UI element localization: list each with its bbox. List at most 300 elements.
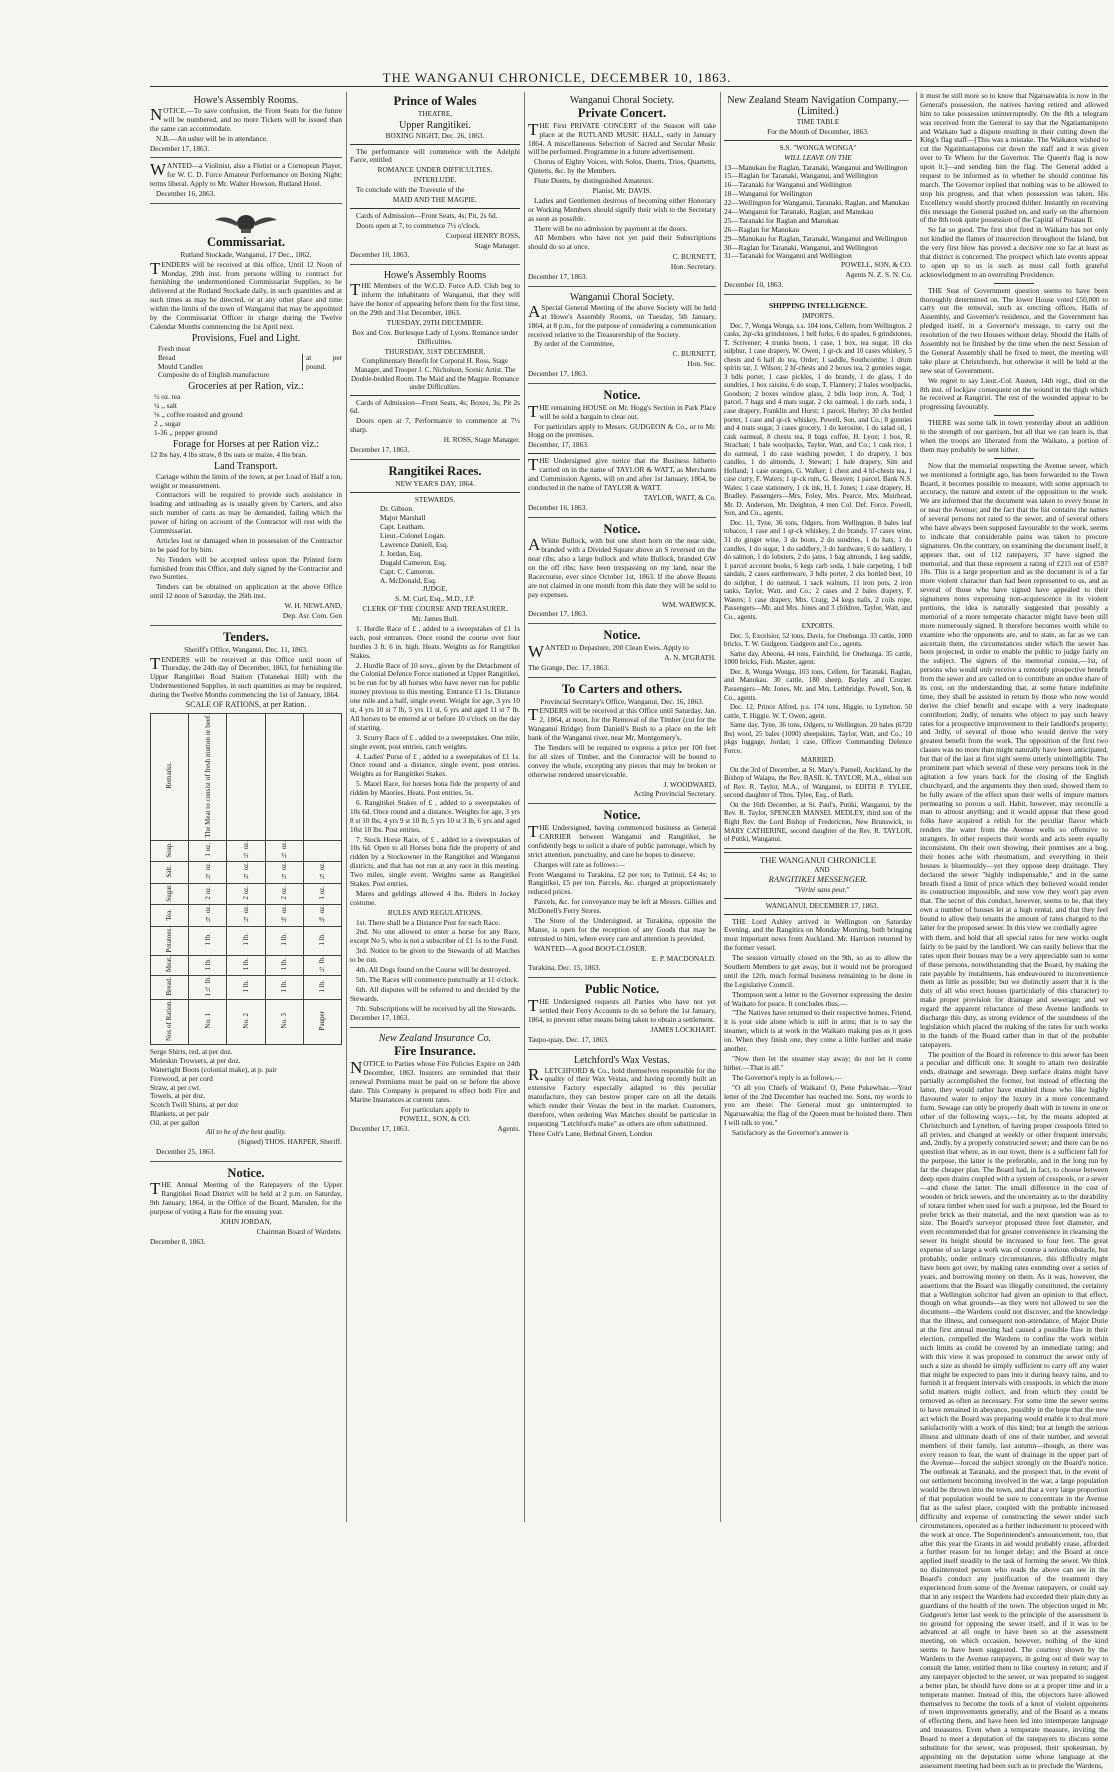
list-item: Bread: [158, 352, 176, 362]
ad-text: Doors open at 7, Performance to commence at 7½ sharp.: [350, 416, 520, 435]
ad-text: Pianist, Mr. DAVIS.: [592, 185, 652, 195]
ad-text: THE remaining HOUSE on Mr. Hogg's Section in Park Place will be sold a bargain to clear out.: [528, 401, 716, 421]
ad-text: All Members who have not yet paid their Subscriptions should do so at once.: [528, 233, 716, 252]
news-paragraph: Satisfactory as the Governor's answer is: [732, 1128, 849, 1138]
list-item: Lawrence Daniell, Esq.: [380, 540, 449, 550]
ad-title: Private Concert.: [577, 106, 667, 120]
ad-signature: WM. WARWICK.: [662, 599, 716, 609]
ad-text: THURSDAY, 31ST DECEMBER.: [384, 346, 486, 356]
ad-text: R.LETCHFORD & Co., hold themselves responsible for the quality of their Wax Vestas, and having recently built an extensive Factory especially adapted to this peculiar manufacture, they can bestow proper care on all the details which render their Vestas the best in the market. Customers, therefore, when ordering Wax Matches should be particular in requesting "Letchford's make" as others are often substituted.: [528, 1064, 716, 1128]
list-item: ¼ ,, salt: [154, 401, 177, 411]
section-title: CLERK OF THE COURSE AND TREASURER.: [362, 604, 508, 614]
ad-text: For particulars apply to Messrs. GUDGEON & Co., or to Mr. Hogg on the premises.: [528, 421, 716, 440]
news-paragraph: The session virtually closed on the 9th, so as to allow the Southern Members to get away, but it would not be prorogued until the 12th, much formal business remaining to be done in the Legislative Council.: [724, 953, 912, 989]
rations-cell: ½ lb.: [303, 955, 341, 975]
editorial: [724, 852, 912, 1138]
list-item: Capt. Leatham.: [380, 522, 425, 532]
ad-text: BOXING NIGHT, Dec. 26, 1863.: [385, 130, 485, 140]
rations-header: Potatoes.: [151, 926, 189, 955]
ad-text: THE Undersigned, having commenced business as General CARRIER between Wanganui and Rangitikei, he confidently begs to solicit a share of public patronage, which by strict attention, punctuality, and care he hopes to deserve.: [528, 822, 716, 859]
ad-text: Box and Cox. Burlesque Lady of Lyons. Romance under Difficulties.: [352, 327, 518, 346]
race-rule: 2nd. No one allowed to enter a horse for any Race, except No 5, who is not a subscriber of £1 1s to the Fund.: [350, 927, 520, 946]
ad-text: ROMANCE UNDER DIFFICULTIES.: [377, 165, 493, 175]
ad-title: Notice.: [603, 521, 641, 536]
section-title: MARRIED.: [800, 756, 836, 765]
ad-signature: Chairman Board of Wardens.: [256, 1226, 342, 1236]
ad-footer: [350, 1125, 520, 1134]
ad-date: Turakina, Dec. 15, 1863.: [528, 963, 601, 973]
ad-text: The Tenders will be required to express a price per 100 feet for all sizes of Timber, and the Contractor will be bound to convey the whole, excepting any pieces that may be broken or otherwise rendered unserviceable.: [528, 742, 716, 779]
rations-cell: ¼ oz.: [227, 862, 265, 884]
list-item: 13—Manukau for Raglan, Taranaki, Wanganui and Wellington: [724, 162, 908, 172]
rations-cell: 1 lb.: [303, 976, 341, 1000]
ad-text: THE Undersigned give notice that the Business hitherto carried on in the name of TAYLOR & WATT, as Merchants and Commission Agents, will on and after 1st January, 1864, be conducted in the name of TAYLOR & WATT.: [528, 455, 716, 492]
groceries-list: [150, 393, 342, 437]
race-event: 4. Ladies' Purse of £ , added to a sweepstakes of £1 1s. Once round and a distance, single event, post entries. Weights as for Rangitikei Stakes.: [350, 751, 520, 779]
ad-date: The Grange, Dec. 17, 1863.: [528, 662, 610, 672]
ad-text: WANTED—A good BOOT-CLOSER.: [534, 943, 647, 953]
ad-title: Notice.: [603, 808, 641, 823]
rations-cell: The Meat to consist of fresh mutton or beef.: [189, 713, 227, 840]
ad-subtitle: NEW YEAR'S DAY, 1864.: [395, 478, 475, 488]
ad-text: Parcels, &c. for conveyance may be left at Messrs. Gillies and McDonell's Ferry Stores.: [528, 897, 716, 916]
ad-signature: TAYLOR, WATT, & Co.: [643, 492, 716, 502]
rations-header: Salt.: [151, 862, 189, 884]
rations-cell: 1 lb.: [227, 926, 265, 955]
news-paragraph: with them, and hold that all special rates for new works ought fairly to be paid by the landlord. We can easily believe that the rates upon their houses may be a very appreciable sum to some of these persons, notwithstanding that the Board, by making the rate payable by instalments, has endeavoured to inconvenience them as little as possible; but we distinctly assert that it is the duty of all who erect houses (particularly of this character) to make proper provision for drainage and sewerage; and we regard the apparent reluctance of these Avenue landlords to discharge this duty, as strong evidence of the soundness of the legislation which placed the making of the rates for such works in the hands of the Board rather than in that of the probable ratepayers.: [920, 932, 1108, 1049]
list-item: Major Marshall: [380, 513, 426, 523]
ad-text: THE Undersigned requests all Parties who have not yet settled their Ferry Accounts to do so before the 1st January, 1864, to prevent other means being taken to obtain a settlement.: [528, 996, 716, 1024]
ad-title: Wanganui Choral Society.: [569, 291, 675, 303]
ad-text: For particulars apply to: [400, 1104, 470, 1114]
race-event: Mares and geldings allowed 4 lbs. Riders in Jockey costume.: [350, 888, 520, 907]
rations-cell: 2 oz.: [227, 884, 265, 905]
supplies-list: [150, 1048, 342, 1128]
section-title: Forage for Horses at per Ration viz.:: [172, 438, 320, 450]
ad-notice-bullock: [528, 520, 716, 625]
ad-text: Charges will rate as follows:—: [534, 859, 625, 869]
list-item: Lieut.-Colonel Logan.: [380, 531, 446, 541]
rations-cell: No. 2: [227, 1000, 265, 1045]
rations-cell: 1 lb.: [227, 976, 265, 1000]
rations-header: Meat.: [151, 955, 189, 975]
news-paragraph: The position of the Board in reference to this sewer has been a peculiar and difficult one. It sought to attain two desirable ends, drainage and sewerage. Deep surface drains might have partially accomplished the former, but instead of effecting the latter, they would rather have enabled those who like highly flavoured water to enjoy the luxury in a more concentrated form. Sewage can only be properly dealt with in towns in one or other of the following ways,—1st, by the means adopted at Christchurch and Lyttelton, of having proper cesspools fitted to all privies, and changed at weekly or other frequent intervals; and, 2ndly, by a properly constructed sewer; and there can be no question that where, as in our town, there is a sufficient fall for the purpose, the latter is the preferable, and in the long run by far the cheaper plan. The Board had, in fact, to choose between deep open drains coupled with a system of cesspools, or a sewer—and chose the latter. The small difference in the cost of wooden or brick sewers, and the uncertainty as to the durability of totara timber when used for such a purpose, led the Board to prefer brick as their material, and the next question was as to size. The Board's surveyor proposed three feet diameter, and even recommended that for greater convenience in cleansing the sewer its height should be increased to four feet. The great expense of so large a work was of course a serious obstacle, but probably, under ordinary circumstances, this difficulty might have been got over, by making rates extending over a series of years, and borrowing money on them. As it was, however, the assertions that the Board was illegally constituted, the certainty that a Wellington solicitor had given an opinion to that effect, though on what grounds—as they were not allowed to see the document—the Wardens could not discover, and the knowledge that the illness, and consequent non-attendance, of Major Durie at the first annual meeting had caused a possible flaw in their election, compelled the Wardens to confine the work within such limits as could be covered by an immediate rating; and with this view it was proposed to construct the sewer only of such a size as should be simply sufficient to carry off any water that might be expected to pass into it during heavy rains, and to furnish it at frequent intervals with cesspools, in which the more solid matters might collect, and from which they could be removed as often as necessary. For some time the sewer seems to have remained in abeyance, possibly in the hope that the new act which the Board was preparing would enable it to deal more satisfactorily with a work of this kind; but at length the serious illness and ultimate death of one of their number, and several members of their family, last autumn—though, as there was every reason to fear, the want of drainage in the upper part of the Avenue—forced the subject strongly on the Board's notice. The outbreak at Taranaki, and the prospect that, in the event of our settlement becoming involved in the war, a large population would be thrown into the town, and that a very large proportion of that population would be sure to concentrate in the Avenue flat as the safest place, coupled with the probable increased difficulty and expense of constructing the sewer under such circumstances, operated as a further inducement to proceed with the work at once. The Superintendent's announcement, too, that after this year the Grants in aid would probably cease, afforded a further reason for no longer delay; and the Board at once applied itself steadily to the task of forming the sewer. We think no disinterested person who reads the above can see in the Board's conduct any justification of the treatment they experienced from some of the Avenue ratepayers, or could say that in any respect the Wardens had exceeded their plain duty as guardians of the health of the town. The objection urged in Mr. Gudgeon's letter last week to the principle of the assessment is no ground for opposing the sewer itself, and if it was to be advanced at all ought to have been so at the assessment meeting, on which occasion, however, nothing of the kind seems to have been suggested. The courtesy shown by the Wardens to the Avenue ratepayers, in going out of their way to consult the latter, entitled them to like courtesy in return; and if any ratepayer objected to the sewer, or was prepared to suggest a better plan, he should have done so at a proper time and in a temperate manner. Instead of this, the objectors have allowed themselves to become the tools of a knot of violent opponents of town improvements generally, and of the Board as a means of effecting them, and have been led into intemperate language and measures. Even when a temperate measure, inviting the Board to meet a deputation of the ratepayers to discuss some substitute for the sewer, was proposed, their spokesman, by appointing on the deputation some whose language at the assessment meeting had been such as to preclude the Wardens,: [920, 1049, 1109, 1770]
ad-title: Commissariat.: [206, 235, 286, 250]
ad-text: Dec. 8, Wonga Wonga, 103 tons, Cellem, for Taranaki, Raglan, and Manukau. 30 cattle, 180 sheep, Bayley and Crozier. Passengers—Mr. Jones, Mr. and Mrs. Lethbridge. Powell, Son, & Co., agents.: [724, 667, 912, 702]
ad-text: S.S. "WONGA WONGA": [779, 142, 857, 152]
list-item: 26—Raglan for Manukau: [724, 224, 799, 234]
news-paragraph: Now that the memorial respecting the Avenue sewer, which we mentioned a fortnight ago, has been forwarded to the Town Board, it becomes possible to measure, with some approach to accuracy, the nature and extent of the opposition to the work. We are informed that the document was taken to every house in or near the Avenue; and the fact that the list contains the names of several persons not rated to the sewer, and of several others who have always been supposed favourable to the work, seems to indicate that considerable pains was taken to procure signatures. On the contrary, on examining the document itself, it appears that, out of 112 ratepayers, 37 have signed the memorial, and that these represent a rating of £215 out of £597 10s. This is a large proportion and as the document is of a far more violent character than had been represented to us, and as several of those who have signed have appealed to their signatures notes expressing non-acquiescence in its violent portions, the idea is naturally suggested that possibly a memorial of a more temperate character might have been still more numerously signed. It therefore becomes worth while to examine who the opponents are, and to state, as far as we can ascertain them, the circumstances under which the sewer has been projected, in order to enable the public to judge fairly on the subject. The signers of the memorial consist,—1st, of persons who would only receive a remotely prospective benefit from the sewer and are called on to contribute an undue share of its cost, on the understanding that, at some future indefinite time, they shall be assisted in return by those who now would derive the chief benefit and escape with a very inadequate contribution; 2ndly, of tenants who object to pay such heavy rates for a prospective improvement to their landlord's property; and 3rdly, of several of those who would derive the very greatest benefit from the work. The opposition of the first two classes was no more than might naturally have been anticipated, but that of the last at first sight seems utterly unintelligible. The prominent part which several of these very persons took in the agitation a few years back for the closing of the English churchyard, and the arguments they then used, showed them to be fully aware of the effect upon their wells of impure matters permeating so porous a soil. Habit, however, may reconcile a man to almost anything; and it would appear that these good folks have acquired a relish for the peculiar flavor which renders the water from the Avenue wells so offensive to strangers. In other respects their words and acts seem equally inconsistent. On their own showing, their premises are a bog, their bones ache with rheumatism, and everything in their houses is bluemouldy—yet they oppose deep drainage. They declared the sewer "highly indispensable," and in the same breath fixed a limit of price which they believed would render its construction impossible, and now vow they won't pay even that. The secret of this conduct, however, seems to be, that they own a number of houses let at a high rental, and that they feel bound to allow their tenants the amount of rates charged to the latter for the proposed sewer. In this view we cordially agree: [920, 460, 1108, 933]
rations-cell: ¼ oz.: [303, 862, 341, 884]
ad-text: The Store of the Undersigned, at Turakina, opposite the Manse, is open for the reception of any Goods that may be entrusted to him, where every care and attention is provided.: [528, 915, 716, 943]
ad-title: Letchford's Wax Vestas.: [574, 1054, 670, 1066]
list-item: Serge Shirts, red, at per doz.: [150, 1047, 233, 1057]
rations-cell: 1 lb.: [265, 926, 303, 955]
paper-motto: "Vérité sans peur.": [794, 884, 850, 894]
ad-text: Articles lost or damaged when in possession of the Contractor to be paid for by him.: [150, 535, 342, 554]
ad-date: December 8, 1863.: [150, 1236, 206, 1246]
ad-text: On the 16th December, at St. Paul's, Putiki, Wanganui, by the Rev. R. Taylor, SPENCER MANSEL MEDLEY, third son of the Right Rev. the Lord Bishop of Fredericton, New Brunswick, to MARY CATHERINE, second daughter of the Rev. R. TAYLOR, of Putiki, Wanganui.: [724, 800, 912, 844]
ad-rangitikei-races: [350, 462, 520, 1028]
ad-title: Prince of Wales: [393, 94, 477, 108]
news-paragraph: THERE was some talk in town yesterday about an addition to the strength of our garrison, but all that we can learn is, that when the troops are liberated from the Waikato, a portion of them may probably be sent hither.: [920, 418, 1108, 454]
column-2: [350, 92, 520, 1139]
race-rule: 5th. The Races will commence punctually at 11 o'clock.: [356, 974, 520, 984]
ad-text: Ladies and Gentlemen desirous of becoming either Honorary or Working Members should signify their wish to the Secretary as soon as possible.: [528, 195, 716, 223]
ad-subtitle: THEATRE,: [417, 108, 453, 118]
ad-title: Notice.: [603, 388, 641, 403]
ad-text: AWhite Bullock, with but one short horn on the near side, branded with a Divided Square above an S reversed on the near ribs; also a large bullock and white Bullock, branded GW on the off ribs; have been trespassing on my land, near the Racecourse, ever since October 1st, 1863. If the above Beasts are not claimed in one month from this date they will be sold to pay expenses.: [528, 535, 716, 599]
ad-notice-carrier: [528, 806, 716, 978]
paper-title: AND: [814, 865, 830, 874]
rations-cell: 1 lb.: [265, 955, 303, 975]
ad-private-concert: [528, 92, 716, 287]
rations-cell: 1 lb.: [265, 976, 303, 1000]
ad-signature: Hon. Sec.: [687, 359, 716, 369]
ad-text: Flute Duetts, by distinguished Amateurs.: [534, 176, 654, 186]
ad-date: December, 17, 1863.: [528, 440, 589, 450]
ad-text: INTERLUDE.: [413, 175, 457, 185]
news-paragraph: "The Natives have returned to their respective homes, Friend, it is your side alone which is still in arms; that is to say the steamer, which is at work in the Waikato making pas as it goes on. When they finish one, they come a little further and make another.: [724, 1008, 912, 1054]
ad-text: By order of the Committee,: [534, 339, 615, 349]
ad-signature: C. BURNETT,: [672, 252, 716, 262]
list-item: 30—Raglan for Taranaki, Wanganui, and Wellington: [724, 242, 878, 252]
ad-text: Complimentary Benefit for Corporal H. Ross, Stage Manager, and Trooper J. C. Nicholson, Scenic Artist. The Double-bedded Room. The Maid and the Magpie. Romance under Difficulties.: [350, 357, 520, 392]
ad-date: December 17, 1863.: [350, 1013, 410, 1023]
ad-text: ASpecial General Meeting of the above Society will be held at Howe's Assembly Rooms, on Tuesday, 5th January, 1864, at 8 p.m., for the purpose of considering a communication received relative to the Treasurership of the Society.: [528, 301, 716, 339]
ad-text: Tenders can be obtained on application at the above Office until 12 noon of Saturday, the 26th inst.: [150, 582, 342, 601]
section-title: EXPORTS.: [801, 622, 835, 631]
list-item: A. McDonald, Esq.: [380, 575, 437, 585]
list-item: ⅛ ,, coffee roasted and ground: [154, 410, 243, 420]
section-title: Groceries at per Ration, viz.:: [188, 381, 304, 393]
list-item: 29—Manukau for Raglan, Taranaki, Wanganui and Wellington: [724, 233, 908, 243]
list-item: Composite do of English manufacture: [158, 370, 270, 380]
ad-carters: [528, 680, 716, 805]
section-title: Land Transport.: [214, 460, 278, 472]
ad-text: To conclude with the Travestie of the: [356, 185, 465, 195]
list-item: 31—Taranaki for Wanganui and Wellington: [724, 251, 852, 261]
race-rule: 1st. There shall be a Distance Post for each Race.: [356, 917, 500, 927]
column-5: [920, 92, 1108, 1772]
royal-arms-icon: [211, 212, 281, 234]
rations-cell: 2 oz.: [265, 884, 303, 905]
ad-text: THE Annual Meeting of the Ratepayers of the Upper Rangitikei Road District will be held at 2 p.m. on Saturday, 9th January, 1864, in the Office of the Board, Marsden, for the purpose of voting a Rate for the ensuing year.: [150, 1179, 342, 1217]
ad-subtitle: For the Month of December, 1863.: [767, 126, 869, 136]
ad-text: Dec. 11, Tyne, 36 tons, Odgers, from Wellington. 8 bales leaf tobacco, 1 case and 1 qr-ck whiskey, 2 do brandy, 17 cases wine, 31 do ginger wine, 3 do boots, 2 do sundries, 1 do hats, 1 do candles, 1 do sugar, 1 do saddlery, 3 do hardware, 6 do saddlery, 1 do salmon, 1 do lobsters, 2 do jams, 1 bag almonds, 1 keg saddle, 1 parcel account books, 6 kegs carb soda, 1 bale carpeting, 1 bdl sandals, 2 cases earthenware, 3 bdls porter, 2 cks bottled beer, 10 do sulphur, 1 do oatmeal, 1 sack walnuts, 11 iron pots, 2 iron tanks, Taylor, Watt, and Co.; 2 cases and 2 bales drapery, F. Waters; 1 case drapery, Mrs. Craig; 24 kegs nails, 2 coils rope, Passengers—Mr. and Mrs. Jones and 3 children, Taylor, Watt, and Co., agents.: [724, 518, 912, 621]
ad-title: Howe's Assembly Rooms.: [193, 95, 299, 106]
section-title: JUDGE.: [422, 584, 448, 594]
ad-text: Same day, Tyne, 36 tons, Odgers, to Wellington. 20 bales (6720 lbs) wool, 25 bales (1000) sheepskins, Taylor, Watt, and Co.; 10 pkgs luggage, Jordan; 1 case, Officer Commanding Defence Force.: [724, 721, 912, 755]
schedule-list: [724, 164, 912, 262]
ad-text: THE First PRIVATE CONCERT of the Season will take place at the RUTLAND MUSIC HALL, early in January 1864. A miscellaneous Selection of Sacred and Secular Music will be performed. Programme in a future advertisement.: [528, 119, 716, 157]
section-title: Provisions, Fuel and Light.: [191, 332, 301, 344]
rations-cell: [265, 713, 303, 840]
rations-header: Sugar.: [151, 884, 189, 905]
race-event: 3. Scurry Race of £ , added to a sweepstakes. One mile, single event, post entries, catch weights.: [350, 732, 520, 751]
column-1: [150, 92, 342, 1253]
ad-text: On the 3rd of December, at St. Mary's, Parnell, Auckland, by the Bishop of Waiapu, the Rev. BASIL K. TAYLOR, M.A., eldest son of Rev. R. Taylor, M.A., of Wanganui, to EDITH P. TYLEE, second daughter of Thos. Tylee, Esq., of Bath.: [724, 765, 912, 800]
ad-signature: JOHN JORDAN,: [220, 1217, 272, 1227]
column-rule: [346, 92, 347, 1522]
rations-table: [150, 713, 342, 1045]
ad-text: TENDERS will be received at this Office until Saturday, Jan. 2, 1864, at noon, for the Removal of the Timber (cut for the Wanganui Bridge) from Daniell's Bush to a place on the left bank of the Wanganui river, near Mr. Montgomery's.: [528, 705, 716, 743]
ad-signature: Agents N. Z. S. N. Co.: [845, 270, 912, 280]
rations-cell: No. 1: [189, 1000, 227, 1045]
list-item: 1-36 ,, pepper ground: [154, 427, 218, 437]
ad-signature: C. BURNETT,: [672, 349, 716, 359]
paper-title: RANGITIKEI MESSENGER.: [768, 874, 868, 885]
list-item: 25—Taranaki for Raglan and Manukau: [724, 215, 839, 225]
masthead-rule: [150, 86, 1108, 87]
ad-subtitle: Upper Rangitikei.: [399, 119, 471, 131]
list-item: 2 ,, sugar: [154, 419, 181, 429]
ad-steam-navigation: [724, 92, 912, 295]
ad-date: December 17, 1863.: [350, 1124, 410, 1134]
list-item: J. Jordan, Esq.: [380, 548, 423, 558]
rations-header: Remarks.: [151, 713, 189, 840]
race-event: 7. Stock Horse Race, of £ , added to a sweepstakes of 10s 6d. Open to all Horses bona fide the property of and ridden by a Stockowner in the Rangitikei and Wanganui districts, and that has not run at any race in this meeting. Two miles, single event. Weights same as Rangitikei Stakes. Post entries.: [350, 834, 520, 888]
rations-cell: 2 oz.: [189, 884, 227, 905]
ad-text: NOTICE.—To save confusion, the Front Seats for the future will be numbered, and no more Tickets will be issued than the same can accommodate.: [150, 105, 342, 133]
ad-text: Three Colt's Lane, Bethnal Green, London: [528, 1128, 653, 1138]
rations-cell: ½ oz.: [227, 840, 265, 862]
ad-signature: Stage Manager.: [474, 240, 520, 250]
ad-text: Doors open at 7, to commence 7½ o'clock.: [356, 220, 481, 230]
rations-cell: 1 lb.: [189, 955, 227, 975]
ad-title: Notice.: [603, 628, 641, 643]
ad-date: December 10, 1863.: [350, 250, 410, 260]
news-paragraph: We regret to say Lieut.-Col. Austen, 14th regt., died on the 8th inst. of lockjaw consequent on the wound in the thigh which he received at Rangiriri. The rest of the wounded appear to be progressing favourably.: [920, 375, 1108, 412]
ad-text: 12 lbs hay, 4 lbs straw, 8 lbs oats or maize, 4 lbs bran.: [150, 449, 307, 459]
ad-title: To Carters and others.: [561, 681, 683, 696]
list-item: 22—Wellington for Wanganui, Taranaki, Raglan, and Manukau: [724, 198, 910, 208]
ad-signature: J. WOODWARD,: [663, 779, 716, 789]
ad-text: From Wanganui to Turakina, £2 per ton; to Tutinui, £4 4s; to Rangitikei, £5 per ton. Parcels, &c. charged at proportionately reduced prices.: [528, 869, 716, 897]
race-event: 5. Maori Race, for horses bona fide the property of and ridden by Maories. Heats. Post entries, 5s.: [350, 779, 520, 798]
list-item: Watertight Boots (colonial make), at p. pair: [150, 1064, 277, 1074]
rations-header: Tea.: [151, 905, 189, 927]
ad-text: MAID AND THE MAGPIE.: [392, 194, 478, 204]
ad-title: Howe's Assembly Rooms: [383, 270, 487, 282]
ad-date: Taupo-quay, Dec. 17, 1863.: [528, 1034, 609, 1044]
rations-cell: 1 lb.: [189, 926, 227, 955]
ad-text: There will be no admission by payment at the doors.: [534, 223, 688, 233]
news-paragraph: So far so good. The first shot fired in Waikato has not only not kindled the flames of insurrection throughout the Island, but the very first blow has proved a decisive one so far at least as that district is concerned. The prospect which late events appear to open up to us is such as must call forth grateful acknowledgment to an overruling Providence.: [920, 225, 1108, 279]
ad-signature: A. N. M'GRATH.: [664, 652, 716, 662]
ad-notice-house: [528, 386, 716, 518]
list-item: at per pound.: [302, 354, 342, 372]
ad-wax-vestas: [528, 1052, 716, 1143]
ad-signature: POWELL, SON, & CO.: [841, 260, 912, 270]
rations-cell: 1½ lb.: [189, 976, 227, 1000]
ad-commissariat: [150, 206, 342, 626]
rations-cell: ⅛ oz.: [265, 905, 303, 927]
ad-date: December 17, 1863.: [528, 272, 588, 281]
section-title: SHIPPING INTELLIGENCE.: [769, 301, 867, 311]
ad-text: Cards of Admission—Front Seats, 4s; Boxes, 3s; Pit 2s 6d.: [350, 397, 520, 416]
ad-signature: Acting Provincial Secretary.: [633, 789, 716, 799]
ad-date: December 25, 1863.: [156, 1146, 216, 1156]
list-item: Firewood, at per cord: [150, 1073, 213, 1083]
ad-text: Dec. 7, Wonga Wonga, s.s. 104 tons, Cellem, from Wellington. 2 casks, 2qr-cks grindstones, 1 bell forks, 6 do spades, 6 grindstones, T. Scrivener; 4 trunks boots, 1 case, 1 box, tea sugar, 10 cks sulphur, 1 case drapery, W. Owen; 1 qr-ck and 10 cases whiskey, 5 chests and 6 half do tea, Order; 1 saddle, Southcombe; 1 drum spirits tar, J. Wilson; 2 hf-chests and 2 boxes tea, 2 gunnies sugar, 3 bdls porter, 1 case pickles, 1 do brandy, 1 do glass, 1 do sundries, 1 box raisins, 6 do soap, T. Flannery; 2 bales woolpacks, Goodson; 2 boxes window glass, 2 bdls loop iron, A. Tod; 1 parcel, 7 bags and 4 mats sugar, 2 cks oatmeal, 1 do carb. soda, 1 case drapery, Franklin and Hurst; 1 parcel, Hurley; 30 cks bottled porter, 1 case and qr-ck whiskey, Powell, Son, and Co.; 8 gunnies and 4 mats sugar, 3 cases grocery, 1 do kerosine, 1 do salad oil, 1 cask oatmeal, 8 chests tea, 8 bags coffee, H. Lyon; 1 box, R. Strachan; 1 bale woolpacks, Taylor, Watt, and Co.; 1 cask rice, 1 do oatmeal, 1 do case washing powder, 1 do drapery, 1 box candles, 1 do almonds, J. Stewart; 1 bale drapery, Sim and Holland; 1 case oranges, G. Walker; 1 chest and 4 hf-chests tea, 1 case curry, F. Waters; 1 qr-ck rum, G. Beaven; 1 parcel, Bank N.S. Wales; 1 case stationery, 1 ck ink, H. I. Jones; 1 case drapery, H. Bradley. Passengers—Mrs. Foley, Mrs. Pearce, Mrs. Muirhead, Mr. D. Anderson, Mr. Deighton, 4 men Col. Def. Force. Powell, Son, and Co., agents.: [724, 321, 912, 518]
paper-title: THE WANGANUI CHRONICLE: [760, 854, 876, 865]
news-paragraph: Thompson sent a letter to the Governor expressing the desire of Waikato for peace. It concludes thus,—: [724, 989, 912, 1008]
ad-wanted-violinist: [150, 160, 342, 204]
news-paragraph: The Governor's reply is as follows,—: [732, 1072, 842, 1082]
ad-text: Contractors will be required to provide such assistance in loading and unloading as is usually given by Carters, and also such number of carts as may be demanded, failing which the power of hiring on account of the Contractor will rest with the Commissariat.: [150, 490, 342, 536]
ad-text: Chorus of Eighty Voices, with Solos, Duetts, Trios, Quartetts, Qintetts, &c. by the Members.: [528, 157, 716, 176]
race-rule: 7th. Subscriptions will be received by all the Stewards.: [356, 1003, 517, 1013]
provisions-list: [150, 345, 342, 381]
news-paragraph: "O all you Chiefs of Waikato! O, Pene Pukewhau.—Your letter of the 2nd December has reached me. Sons, my words to you are these: The General must go uninterrupted to Ngaruawahia; the flag of the Queen must be hoisted there. Then I will talk to you.": [724, 1082, 912, 1128]
column-rule: [916, 92, 917, 1522]
ad-place: Rutland Stockade, Wanganui, 17 Dec., 1862.: [180, 249, 312, 259]
section-title: RULES AND REGULATIONS.: [387, 907, 483, 917]
race-rule: 6th. All disputes will be referred to and decided by the Stewards.: [350, 984, 520, 1003]
ad-date: December 17, 1863.: [528, 609, 588, 619]
column-rule: [720, 92, 721, 1522]
ad-text: TUESDAY, 29TH DECEMBER.: [386, 317, 484, 327]
rations-header: Nos of Ration.: [151, 1000, 189, 1045]
ad-text: THE Members of the W.C.D. Force A.D. Club beg to inform the inhabitants of Wanganui, that they will have the honor of appearing before them for the first time, on the 29th and 31st December, 1863.: [350, 280, 520, 317]
ad-date: December 10, 1863.: [724, 280, 784, 290]
race-event: 2. Hurdle Race of 10 sovs., given by the Detachment of the Colonial Defence Force stationed at Upper Rangitikei, to be run for by all horses who have never run for public money previous to this meeting. Entrance £1 1s. Distance one mile and a half, single event. Weight for age, 3 yrs 10 st, 4 yrs 10 st 7 lb, 5 yrs 11 st, 6 yrs and aged 11 st 7 lb. All horses to be entered at or before 10 o'clock on the day of starting.: [350, 660, 520, 732]
ad-choral-meeting: [528, 289, 716, 384]
list-item: Capt. C. Cameron.: [380, 566, 435, 576]
ad-signature: Agents.: [497, 1124, 520, 1134]
ad-date: December 16, 2863.: [156, 189, 216, 199]
news-paragraph: it must be still more so to know that Ngaruawahia is now in the General's possession, the natives having retired and allowed him to take possession uninterruptedly. On the 8th a telegram was received from the General to say that the Ngatiamanipoto and Waikato had a dispute resulting in their cutting down the King's flag staff—[This was a mistake. The Waikatos wished to cut the Ngatimaniapotos cut down the staff and it was given over to Te Whero for the Governor. The Queen's flag is now upon it.]—and sending him the flag. The General added a request to be informed as to whether he should continue his march. The Governor replied that nothing was to be allowed to stop his progress, and that when possession was taken, His Excellency would shortly proceed thither. Instantly on receiving this message the General pushed on, and early on the afternoon of the 8th took quite possession of the Capital of Potatau II.: [920, 91, 1108, 225]
section-title: STEWARDS.: [414, 494, 456, 504]
ad-text: Mr. James Bull.: [411, 614, 459, 624]
ad-prince-of-wales: [350, 92, 520, 265]
ad-text: TENDERS will be received at this office, Until 12 Noon of Monday, 29th inst. from persons willing to contract for furnishing the undermentioned Commissariat Supplies, to be delivered at the Rutland Stockade daily, in such quantities and at such times as may be directed, or at any other place and time within the limits of the town of Wanganui that may be appointed by the Commissariat Officer in charge during the Twelve Calendar Months commencing the 1st April next.: [150, 258, 342, 331]
ad-title: Fire Insurance.: [394, 1044, 476, 1059]
paper-date: WANGANUI, DECEMBER 17, 1863.: [765, 900, 879, 910]
ad-text: Cartage within the limits of the town, at per Load of Half a ton, weight or measurement.: [150, 471, 342, 490]
ad-signature: H. ROSS, Stage Manager.: [443, 435, 520, 445]
ad-text: Dec. 12, Prince Alfred, p.s. 174 tons, Higgie, to Lyttelton. 50 cattle, T. Higgie. W. T. Owen, agent.: [724, 703, 912, 720]
race-event: 1. Hurdle Race of £ , added to a sweepstakes of £1 1s each, post entrances. Once round the course over four hurdles 3 ft. 6 in. high. Heats. Weights as for Rangitikei Stakes.: [350, 624, 520, 660]
ad-date: December 17, 1863.: [528, 369, 588, 379]
ad-fire-insurance: [350, 1030, 520, 1137]
ad-signature: POWELL, SON, & CO.: [399, 1114, 471, 1124]
ad-text: S. M. Curl, Esq., M.D., J.P.: [395, 594, 475, 604]
shipping-intelligence: [724, 297, 912, 849]
ad-text: Dec. 5, Excelsior, 52 tons, Davis, for Onehunga. 33 cattle, 1000 bricks, T. W. Gudgeon. Gudgeon and Co., agents.: [724, 631, 912, 649]
list-item: Moleskin Trowsers, at per doz.: [150, 1055, 241, 1065]
ad-text: WANTED—a Violinist, also a Flutist or a Cornopean Player, for W. C. D. Force Amateur Performance on Boxing Night; terms liberal. Apply to Mr. Walter Howson, Rutland Hotel.: [150, 160, 342, 189]
ad-text: N.B.—An usher will be in attendance.: [156, 133, 268, 143]
rations-cell: Pauper: [303, 1000, 341, 1045]
list-item: Dugald Cameron, Esq.: [380, 557, 447, 567]
rations-cell: 1 lb.: [227, 955, 265, 975]
ad-place: Sheriff's Office, Wanganui, Dec. 11, 1863.: [184, 644, 308, 654]
ad-signature: E. P. MACDONALD.: [651, 953, 716, 963]
list-item: Dr. Gibson.: [380, 504, 414, 514]
stewards-list: [350, 505, 520, 585]
rations-cell: [303, 713, 341, 840]
rations-cell: ¼ oz.: [265, 862, 303, 884]
rations-header: Soap.: [151, 840, 189, 862]
ad-signature: JAMES LOCKHART.: [650, 1024, 716, 1034]
ad-title: Rangitikei Races.: [388, 463, 482, 478]
masthead: THE WANGANUI CHRONICLE, DECEMBER 10, 1863.: [382, 70, 732, 85]
rations-cell: 1 oz.: [303, 884, 341, 905]
ad-title: New Zealand Steam Navigation Company.—(Limited.): [727, 95, 909, 117]
list-item: Straw, at per cwt.: [150, 1082, 201, 1092]
ad-text: WILL LEAVE ON THE: [784, 152, 852, 162]
ad-text: Cards of Admission—Front Seats, 4s; Pit, 2s 6d.: [356, 210, 498, 220]
column-3: [528, 92, 716, 1145]
list-item: 16—Taranaki for Wanganui and Wellington: [724, 180, 852, 190]
ad-date: December 17, 1863.: [150, 143, 210, 153]
column-rule: [524, 92, 525, 1522]
rations-cell: ¼ oz.: [189, 862, 227, 884]
ad-place: Provincial Secretary's Office, Wanganui, Dec. 16, 1863.: [540, 696, 704, 706]
news-paragraph: "Now then let the steamer stay away; do not let it come hither.—That is all.": [724, 1053, 912, 1072]
list-item: Fresh meat: [158, 343, 191, 353]
ad-title: New Zealand Insurance Co.: [378, 1033, 492, 1045]
news-paragraph: THE Seat of Government question seems to have been thoroughly determined on. The lower House voted £50,000 to carry out the removal, such as erecting offices, Halls of Assembly, and Governor's residence, and the Government has pledged itself, in a Governor's message, to carry out the resolution of the two Houses without delay. Should the Halls of Assembly not be finished by the time when the next Session of the General Assembly shall be fixed to meet, the meeting will take place at Christchurch, but otherwise it will be held at the new seat of Government.: [920, 285, 1108, 375]
rations-cell: [227, 713, 265, 840]
ad-text: Same day, Abeona, 44 tons, Fairchild, for Onehunga. 35 cattle, 1000 bricks, Fish. Master, agent.: [724, 649, 912, 667]
rations-cell: ¼ oz.: [227, 905, 265, 927]
list-item: 15—Raglan for Taranaki, Wanganui, and Wellington: [724, 171, 878, 181]
list-item: 18—Wanganui for Wellington: [724, 189, 813, 199]
rations-cell: ½ oz.: [265, 840, 303, 862]
ad-text: WANTED to Depasture, 200 Clean Ewes. Apply to: [528, 642, 689, 662]
ad-howes-assembly: [150, 92, 342, 158]
ad-signature: Corporal HENRY ROSS,: [445, 230, 520, 240]
ad-date: December 17, 1863.: [350, 445, 410, 455]
list-item: Towels, at per doz.: [150, 1091, 206, 1101]
ad-public-notice: [528, 980, 716, 1049]
ad-text: No Tenders will be accepted unless upon the Printed form furnished from this Office, and duly signed by the Contractor and two Sureties.: [150, 554, 342, 582]
list-item: 24—Wanganui for Taranaki, Raglan, and Manukau: [724, 207, 874, 217]
rations-title: SCALE OF RATIONS, at per Ration.: [185, 700, 307, 710]
race-rule: 4th. All Dogs found on the Course will be destroyed.: [356, 964, 511, 974]
list-item: Oil, at per gallon: [150, 1118, 200, 1128]
rations-cell: ¼ oz.: [189, 905, 227, 927]
ad-notice-ewes: [528, 626, 716, 677]
list-item: Blankets, at per pair: [150, 1109, 209, 1119]
ad-signature: Dep. Asr. Com. Gen: [282, 611, 342, 621]
ad-text: NOTICE to Parties whose Fire Policies Expire on 24th December, 1863. Insurers are reminded that their renewal Premiums must be paid on or before the above date. This Company is prepared to effect both Fire and Marine Insurances at current rates.: [350, 1058, 520, 1104]
race-rule: 3rd. Notice to be given to the Stewards of all Matches to be run.: [350, 946, 520, 965]
rations-cell: No. 3: [265, 1000, 303, 1045]
ad-text: TENDERS will be received at this Office until noon of Thursday, the 24th day of December, 1863, for furnishing the Upper Rangitikei Road Station (Tutanekai Hill) with the Undermentioned Supplies, in such quantities as may be required, during the Twelve Months commencing the 1st of January, 1864.: [150, 653, 342, 700]
list-item: Scotch Twill Shirts, at per doz: [150, 1100, 239, 1110]
ad-title: Public Notice.: [584, 982, 660, 997]
ad-title: Notice.: [227, 1165, 265, 1180]
race-event: 6. Rangitikei Stakes of £ , added to a sweepstakes of 10s 6d. Once round and a distance. Weights for age, 3 yrs 8 st 10 lbs, 4 yrs 9 st 10 lb, 5 yrs 10 st 3 lb, 6 yrs and aged 10st 10 lbs. Post entries.: [350, 797, 520, 834]
ad-text: The performance will commence with the Adelphi Farce, entitled: [350, 146, 520, 165]
ad-text: All to be of the best quality.: [205, 1127, 287, 1137]
rations-cell: [303, 840, 341, 862]
ad-signature: W. H. NEWLAND,: [284, 601, 342, 611]
ad-tenders: [150, 628, 342, 1162]
column-4: [724, 92, 912, 1139]
ad-title: Wanganui Choral Society.: [569, 95, 675, 106]
ad-notice-ratepayers: [150, 1164, 342, 1251]
ad-title: Tenders.: [223, 629, 269, 644]
list-item: Mould Candles: [158, 361, 203, 371]
ad-signature: Hon. Secretary.: [670, 262, 716, 272]
rations-cell: ⅛ oz.: [303, 905, 341, 927]
rations-cell: 1 lb.: [303, 926, 341, 955]
